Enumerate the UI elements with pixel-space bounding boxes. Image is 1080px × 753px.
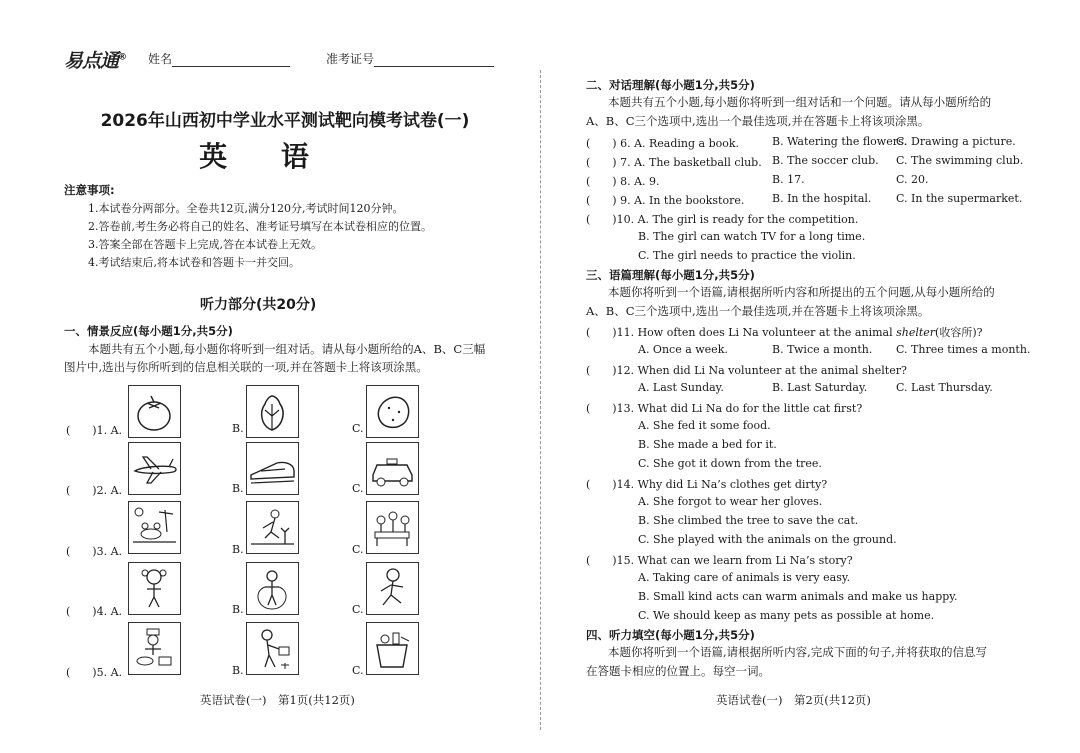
option-b[interactable]: B. The girl can watch TV for a long time. [638,230,866,243]
option-b-label: B. [232,664,244,677]
option-c-label: C. [352,482,364,495]
option-c[interactable]: C. She got it down from the tree. [638,457,822,470]
option-c-label: C. [352,603,364,616]
question-14[interactable]: ( )14. Why did Li Na’s clothes get dirty? [586,478,828,491]
option-b[interactable]: B. The soccer club. [772,154,879,167]
family-dinner-icon[interactable] [366,501,419,554]
page-right [540,0,1080,753]
question-2-label[interactable]: ( )2. A. [66,484,123,497]
part4-heading: 四、听力填空(每小题1分,共5分) [586,628,755,642]
option-b-label: B. [232,603,244,616]
exam-title: 2026年山西初中学业水平测试靶向模考试卷(一) [100,111,470,131]
beach-picnic-icon[interactable] [128,501,181,554]
potato-icon[interactable] [366,385,419,438]
note-item: 1.本试卷分两部分。全卷共12页,满分120分,考试时间120分钟。 [88,202,404,215]
option-b[interactable]: B. She made a bed for it. [638,438,777,451]
question-15[interactable]: ( )15. What can we learn from Li Na’s story? [586,554,853,567]
note-item: 3.答案全部在答题卡上完成,答在本试卷上无效。 [88,238,322,251]
watering-icon[interactable] [246,622,299,675]
note-item: 2.答卷前,考生务必将自己的姓名、准考证号填写在本试卷相应的位置。 [88,220,432,233]
option-c[interactable]: C. Three times a month. [896,343,1031,356]
footer-page-right: 英语试卷(一) 第2页(共12页) [716,693,871,707]
question-3-label[interactable]: ( )3. A. [66,545,123,558]
question-1-label[interactable]: ( )1. A. [66,424,123,437]
note-item: 4.考试结束后,将本试卷和答题卡一并交回。 [88,256,300,269]
footer-page-left: 英语试卷(一) 第1页(共12页) [200,693,355,707]
part1-instructions: 图片中,选出与你所听到的信息相关联的一项,并在答题卡上将该项涂黑。 [64,360,428,374]
option-b[interactable]: B. In the hospital. [772,192,872,205]
part4-instructions: 在答题卡相应的位置上。每空一词。 [586,664,770,678]
part4-instructions: 本题你将听到一个语篇,请根据所听内容,完成下面的句子,并将获取的信息写 [608,645,987,659]
option-c[interactable]: C. Last Thursday. [896,381,993,394]
brand-logo: 易点通® [64,50,127,72]
exam-id-blank-line [374,54,494,67]
option-b[interactable]: B. Last Saturday. [772,381,868,394]
taxi-icon[interactable] [366,442,419,495]
recycling-box-icon[interactable] [366,622,419,675]
option-c[interactable]: C. Drawing a picture. [896,135,1016,148]
option-a[interactable]: A. She fed it some food. [638,419,771,432]
question-11[interactable]: ( )11. How often does Li Na volunteer at the animal shelter(收容所)? [586,326,983,339]
part2-instructions: A、B、C三个选项中,选出一个最佳选项,并在答题卡上将该项涂黑。 [586,114,930,128]
option-c[interactable]: C. The swimming club. [896,154,1024,167]
option-b[interactable]: B. She climbed the tree to save the cat. [638,514,859,527]
listening-section-title: 听力部分(共20分) [200,297,317,313]
option-c[interactable]: C. 20. [896,173,929,186]
train-icon[interactable] [246,442,299,495]
option-c-label: C. [352,543,364,556]
option-a[interactable]: A. Once a week. [638,343,728,356]
option-c[interactable]: C. In the supermarket. [896,192,1023,205]
airplane-icon[interactable] [128,442,181,495]
question-7[interactable]: ( ) 7. A. The basketball club. [586,156,762,169]
option-b[interactable]: B. 17. [772,173,805,186]
question-6[interactable]: ( ) 6. A. Reading a book. [586,137,740,150]
option-b[interactable]: B. Small kind acts can warm animals and make us happy. [638,590,958,603]
name-blank-line [172,54,290,67]
subject-title: 英 语 [199,140,331,173]
question-8[interactable]: ( ) 8. A. 9. [586,175,660,188]
part1-instructions: 本题共有五个小题,每小题你将听到一组对话。请从每小题所给的A、B、C三幅 [88,342,486,356]
option-c[interactable]: C. We should keep as many pets as possible at home. [638,609,935,622]
part3-heading: 三、语篇理解(每小题1分,共5分) [586,268,755,282]
girl-icon[interactable] [128,562,181,615]
question-13[interactable]: ( )13. What did Li Na do for the little cat first? [586,402,863,415]
part1-heading: 一、情景反应(每小题1分,共5分) [64,324,233,338]
option-b-label: B. [232,543,244,556]
word-shelter: shelter [896,326,936,339]
option-c[interactable]: C. The girl needs to practice the violin. [638,249,856,262]
question-12[interactable]: ( )12. When did Li Na volunteer at the animal shelter? [586,364,907,377]
jump-rope-icon[interactable] [246,562,299,615]
part3-instructions: A、B、C三个选项中,选出一个最佳选项,并在答题卡上将该项涂黑。 [586,304,930,318]
exam-id-field[interactable]: 准考证号 [326,50,494,67]
option-b[interactable]: B. Watering the flowers. [772,135,908,148]
planting-icon[interactable] [246,501,299,554]
question-9[interactable]: ( ) 9. A. In the bookstore. [586,194,745,207]
boy-running-icon[interactable] [366,562,419,615]
option-b[interactable]: B. Twice a month. [772,343,873,356]
question-5-label[interactable]: ( )5. A. [66,666,123,679]
name-field[interactable]: 姓名 [148,50,290,67]
question-4-label[interactable]: ( )4. A. [66,605,123,618]
option-a[interactable]: A. Last Sunday. [638,381,724,394]
option-c[interactable]: C. She played with the animals on the ground. [638,533,897,546]
option-b-label: B. [232,422,244,435]
option-c-label: C. [352,664,364,677]
option-c-label: C. [352,422,364,435]
option-a[interactable]: A. Taking care of animals is very easy. [638,571,851,584]
option-b-label: B. [232,482,244,495]
cooking-icon[interactable] [128,622,181,675]
part2-heading: 二、对话理解(每小题1分,共5分) [586,78,755,92]
cabbage-icon[interactable] [246,385,299,438]
question-10[interactable]: ( )10. A. The girl is ready for the competition. [586,213,859,226]
part2-instructions: 本题共有五个小题,每小题你将听到一组对话和一个问题。请从每小题所给的 [608,95,992,109]
option-a[interactable]: A. She forgot to wear her gloves. [638,495,823,508]
tomato-icon[interactable] [128,385,181,438]
notes-heading: 注意事项: [64,183,115,197]
part3-instructions: 本题你将听到一个语篇,请根据所听内容和所提出的五个问题,从每小题所给的 [608,285,995,299]
